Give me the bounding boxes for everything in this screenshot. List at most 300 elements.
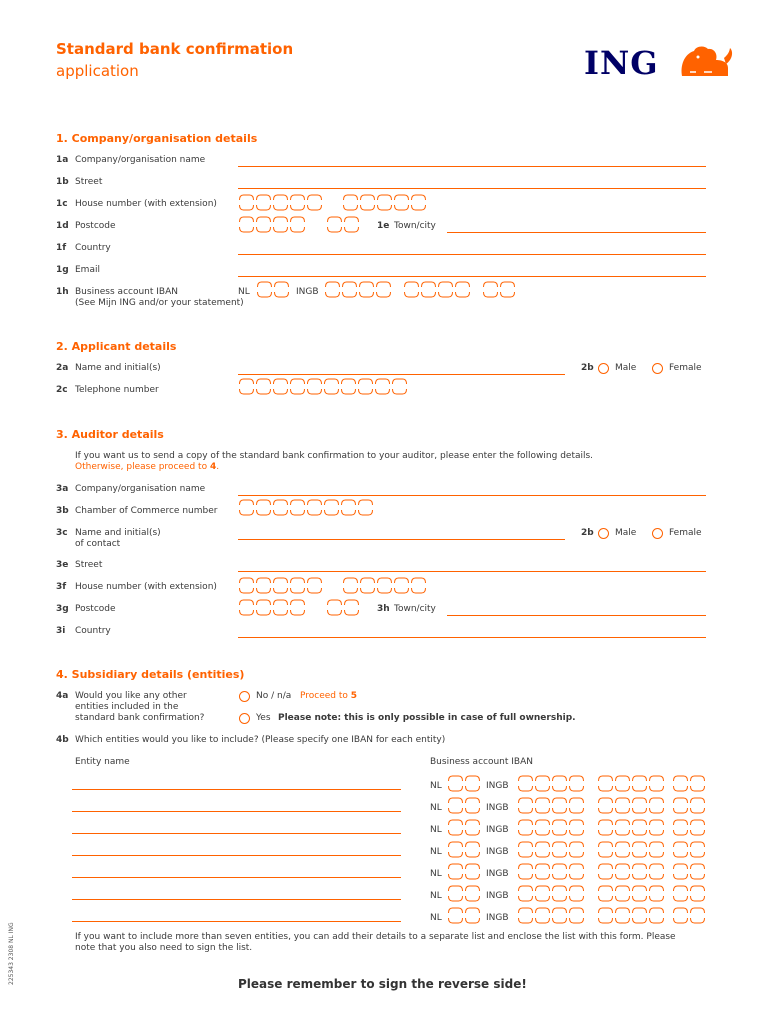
applicant-name-input[interactable] — [238, 374, 565, 375]
entity-iban-boxes[interactable] — [447, 806, 481, 814]
digit-box — [308, 588, 322, 593]
digit-box — [674, 864, 688, 869]
section-4-heading: 4. Subsidiary details (entities) — [56, 668, 245, 681]
digit-box — [616, 808, 630, 813]
subsidiary-no-radio[interactable] — [239, 691, 250, 702]
digit-box-graphic — [447, 863, 481, 871]
digit-box — [257, 510, 271, 515]
digit-box — [342, 389, 356, 394]
entity-iban-boxes[interactable] — [597, 894, 665, 902]
digit-box — [536, 842, 550, 847]
digit-box — [501, 282, 515, 287]
field-3b-number: 3b — [56, 506, 69, 516]
digit-box — [650, 918, 664, 923]
digit-box — [449, 874, 463, 879]
auditor-house-boxes-row2[interactable] — [238, 586, 323, 594]
postcode-digit-boxes[interactable] — [238, 216, 306, 224]
entity-iban-boxes[interactable] — [597, 907, 665, 915]
digit-box — [240, 217, 254, 222]
digit-box — [449, 786, 463, 791]
entity-iban-ingb-prefix: INGB — [486, 891, 509, 901]
iban-group2-boxes[interactable] — [403, 281, 471, 289]
digit-box — [674, 798, 688, 803]
entity-iban-boxes[interactable] — [517, 775, 585, 783]
digit-box — [291, 500, 305, 505]
digit-box — [519, 820, 533, 825]
house-extension-boxes[interactable] — [342, 194, 427, 202]
digit-box — [466, 886, 480, 891]
digit-box — [691, 798, 705, 803]
digit-box — [257, 205, 271, 210]
digit-box — [291, 227, 305, 232]
digit-box — [328, 227, 342, 232]
digit-box-graphic — [672, 885, 706, 893]
digit-box — [570, 896, 584, 901]
digit-box — [553, 830, 567, 835]
auditor-extension-boxes-row2[interactable] — [342, 586, 427, 594]
entity-iban-boxes[interactable] — [517, 819, 585, 827]
digit-box-graphic — [597, 850, 665, 858]
digit-box — [257, 217, 271, 222]
entity-iban-ingb-prefix: INGB — [486, 913, 509, 923]
digit-box — [599, 842, 613, 847]
digit-box — [536, 886, 550, 891]
digit-box-graphic — [342, 586, 427, 594]
digit-box — [633, 874, 647, 879]
entity-iban-boxes[interactable] — [447, 819, 481, 827]
postcode-letter-boxes-row2[interactable] — [326, 225, 360, 233]
digit-box-graphic — [447, 797, 481, 805]
digit-box — [691, 808, 705, 813]
digit-box — [466, 864, 480, 869]
auditor-intro-proceed-text: Otherwise, please proceed to — [75, 462, 210, 472]
entity-iban-boxes[interactable] — [672, 828, 706, 836]
entity-iban-boxes[interactable] — [672, 885, 706, 893]
entity-iban-boxes[interactable] — [597, 784, 665, 792]
entity-iban-boxes[interactable] — [517, 916, 585, 924]
postcode-digit-boxes-row2[interactable] — [238, 225, 306, 233]
digit-box — [466, 820, 480, 825]
entity-iban-boxes[interactable] — [597, 797, 665, 805]
digit-box — [378, 195, 392, 200]
auditor-male-radio[interactable] — [598, 528, 609, 539]
field-1d-number: 1d — [56, 221, 69, 231]
digit-box-graphic — [597, 863, 665, 871]
entity-iban-boxes[interactable] — [517, 872, 585, 880]
digit-box-graphic — [447, 819, 481, 827]
entity-iban-boxes[interactable] — [597, 916, 665, 924]
digit-box — [674, 786, 688, 791]
entity-iban-boxes[interactable] — [672, 894, 706, 902]
entity-iban-boxes[interactable] — [672, 775, 706, 783]
digit-box-graphic — [517, 797, 585, 805]
entity-iban-nl-prefix: NL — [430, 847, 442, 857]
entity-iban-boxes[interactable] — [517, 863, 585, 871]
digit-box — [257, 389, 271, 394]
digit-box — [633, 776, 647, 781]
digit-box — [342, 379, 356, 384]
digit-box — [240, 195, 254, 200]
entity-iban-boxes[interactable] — [447, 775, 481, 783]
digit-box — [466, 776, 480, 781]
entity-iban-boxes[interactable] — [447, 872, 481, 880]
digit-box-graphic — [517, 872, 585, 880]
digit-box — [553, 864, 567, 869]
entity-iban-boxes[interactable] — [517, 907, 585, 915]
digit-box — [599, 864, 613, 869]
digit-box — [466, 852, 480, 857]
digit-box — [359, 510, 373, 515]
auditor-house-boxes[interactable] — [238, 577, 323, 585]
digit-box-graphic — [447, 841, 481, 849]
digit-box — [519, 864, 533, 869]
entity-iban-boxes[interactable] — [517, 885, 585, 893]
entity-iban-boxes[interactable] — [597, 828, 665, 836]
digit-box-graphic — [447, 828, 481, 836]
auditor-postcode-letter-boxes[interactable] — [326, 599, 360, 607]
digit-box — [650, 808, 664, 813]
digit-box-graphic — [517, 819, 585, 827]
entity-iban-boxes[interactable] — [517, 828, 585, 836]
digit-box — [616, 830, 630, 835]
field-4b-label: Which entities would you like to include? (Please specify one IBAN for each entity) — [75, 735, 446, 745]
digit-box — [570, 852, 584, 857]
digit-box — [599, 874, 613, 879]
field-2c-label: Telephone number — [75, 385, 159, 395]
subsidiary-yes-radio[interactable] — [239, 713, 250, 724]
field-3a-number: 3a — [56, 484, 69, 494]
entity-iban-boxes[interactable] — [597, 885, 665, 893]
digit-box-graphic — [517, 784, 585, 792]
digit-box — [570, 808, 584, 813]
digit-box-graphic — [672, 916, 706, 924]
auditor-male-label: Male — [615, 528, 637, 538]
auditor-postcode-digit-boxes[interactable] — [238, 599, 306, 607]
digit-box — [257, 578, 271, 583]
entity-iban-boxes[interactable] — [672, 784, 706, 792]
digit-box — [519, 886, 533, 891]
entity-iban-boxes[interactable] — [517, 850, 585, 858]
digit-box — [325, 510, 339, 515]
digit-box-graphic — [597, 775, 665, 783]
digit-box — [536, 852, 550, 857]
digit-box-graphic — [672, 797, 706, 805]
field-3c-number: 3c — [56, 528, 68, 538]
field-1g-label: Email — [75, 265, 100, 275]
auditor-contact-input[interactable] — [238, 539, 565, 540]
digit-box — [257, 227, 271, 232]
entity-iban-boxes[interactable] — [447, 863, 481, 871]
field-1c-label: House number (with extension) — [75, 199, 217, 209]
entity-iban-boxes[interactable] — [447, 828, 481, 836]
digit-box — [519, 830, 533, 835]
field-3-2b-number: 2b — [581, 528, 594, 538]
auditor-country-input[interactable] — [238, 637, 706, 638]
digit-box — [344, 588, 358, 593]
coc-number-boxes[interactable] — [238, 499, 374, 507]
digit-box — [342, 510, 356, 515]
digit-box — [536, 896, 550, 901]
country-input[interactable] — [238, 254, 706, 255]
digit-box — [344, 205, 358, 210]
digit-box — [377, 282, 391, 287]
entity-iban-boxes[interactable] — [672, 850, 706, 858]
digit-box — [553, 808, 567, 813]
digit-box-graphic — [238, 608, 306, 616]
digit-box — [449, 776, 463, 781]
entity-iban-boxes[interactable] — [672, 907, 706, 915]
entity-iban-boxes[interactable] — [597, 819, 665, 827]
entity-iban-boxes[interactable] — [447, 916, 481, 924]
digit-box — [633, 918, 647, 923]
digit-box — [599, 786, 613, 791]
digit-box — [308, 389, 322, 394]
entity-name-input[interactable] — [72, 877, 401, 878]
digit-box — [257, 500, 271, 505]
entity-name-input[interactable] — [72, 855, 401, 856]
auditor-company-input[interactable] — [238, 495, 706, 496]
digit-box — [405, 282, 419, 287]
digit-box-graphic — [238, 586, 323, 594]
entity-iban-ingb-prefix: INGB — [486, 781, 509, 791]
field-1h-label: Business account IBAN — [75, 287, 178, 297]
digit-box — [599, 776, 613, 781]
entity-iban-boxes[interactable] — [447, 885, 481, 893]
digit-box-graphic — [403, 290, 471, 298]
section-1-heading: 1. Company/organisation details — [56, 132, 258, 145]
digit-box-graphic — [238, 508, 374, 516]
digit-box — [378, 588, 392, 593]
digit-box — [691, 918, 705, 923]
digit-box — [650, 852, 664, 857]
iban-check-boxes-row2[interactable] — [256, 290, 290, 298]
digit-box — [274, 379, 288, 384]
digit-box-graphic — [447, 872, 481, 880]
entity-name-input[interactable] — [72, 921, 401, 922]
entities-footnote-line2: note that you also need to sign the list. — [75, 943, 253, 953]
iban-group1-boxes-row2[interactable] — [324, 290, 392, 298]
entity-iban-boxes[interactable] — [597, 806, 665, 814]
entity-iban-boxes[interactable] — [672, 806, 706, 814]
digit-box — [449, 798, 463, 803]
digit-box — [674, 842, 688, 847]
digit-box — [466, 874, 480, 879]
town-city-input[interactable] — [447, 232, 706, 233]
digit-box — [274, 205, 288, 210]
digit-box — [599, 820, 613, 825]
applicant-female-label: Female — [669, 363, 702, 373]
entity-iban-boxes[interactable] — [447, 784, 481, 792]
field-3c-sublabel: of contact — [75, 539, 121, 549]
iban-group3-boxes-row2[interactable] — [482, 290, 516, 298]
digit-box — [258, 292, 272, 297]
house-number-boxes[interactable] — [238, 194, 323, 202]
entity-iban-boxes[interactable] — [447, 894, 481, 902]
digit-box — [325, 389, 339, 394]
field-1b-label: Street — [75, 177, 103, 187]
digit-box — [570, 798, 584, 803]
digit-box-graphic — [256, 290, 290, 298]
digit-box — [553, 842, 567, 847]
entity-iban-boxes[interactable] — [672, 841, 706, 849]
entity-iban-boxes[interactable] — [597, 863, 665, 871]
street-input[interactable] — [238, 188, 706, 189]
digit-box — [359, 500, 373, 505]
digit-box — [674, 820, 688, 825]
entity-iban-boxes[interactable] — [672, 797, 706, 805]
field-3a-label: Company/organisation name — [75, 484, 206, 494]
digit-box-graphic — [238, 194, 323, 202]
digit-box — [291, 217, 305, 222]
entity-iban-boxes[interactable] — [597, 775, 665, 783]
digit-box — [519, 842, 533, 847]
entity-iban-boxes[interactable] — [672, 916, 706, 924]
entity-iban-boxes[interactable] — [517, 894, 585, 902]
entity-name-column-header: Entity name — [75, 757, 130, 767]
field-1d-label: Postcode — [75, 221, 116, 231]
entity-iban-boxes[interactable] — [597, 850, 665, 858]
digit-box — [308, 205, 322, 210]
entity-name-input[interactable] — [72, 899, 401, 900]
entity-iban-boxes[interactable] — [447, 907, 481, 915]
auditor-street-input[interactable] — [238, 571, 706, 572]
digit-box — [674, 918, 688, 923]
coc-number-boxes-row2[interactable] — [238, 508, 374, 516]
digit-box — [328, 600, 342, 605]
digit-box — [466, 830, 480, 835]
auditor-town-input[interactable] — [447, 615, 706, 616]
digit-box — [405, 292, 419, 297]
entity-iban-boxes[interactable] — [672, 872, 706, 880]
digit-box — [650, 864, 664, 869]
digit-box — [328, 610, 342, 615]
field-4a-label-line1: Would you like any other — [75, 691, 187, 701]
digit-box-graphic — [517, 907, 585, 915]
subsidiary-no-proceed-text: Proceed to — [300, 691, 351, 701]
entity-name-input[interactable] — [72, 789, 401, 790]
digit-box — [466, 842, 480, 847]
entity-iban-boxes[interactable] — [447, 850, 481, 858]
digit-box — [378, 205, 392, 210]
iban-group3-boxes[interactable] — [482, 281, 516, 289]
ing-logo-text: ING — [584, 44, 659, 82]
digit-box — [449, 918, 463, 923]
digit-box — [449, 830, 463, 835]
entity-iban-ingb-prefix: INGB — [486, 847, 509, 857]
digit-box — [257, 588, 271, 593]
entity-iban-boxes[interactable] — [447, 841, 481, 849]
digit-box-graphic — [672, 894, 706, 902]
digit-box-graphic — [238, 577, 323, 585]
house-extension-boxes-row2[interactable] — [342, 203, 427, 211]
digit-box — [344, 578, 358, 583]
digit-box — [359, 389, 373, 394]
section-3-heading: 3. Auditor details — [56, 428, 164, 441]
digit-box — [650, 874, 664, 879]
digit-box — [674, 896, 688, 901]
digit-box — [291, 389, 305, 394]
entity-iban-boxes[interactable] — [597, 872, 665, 880]
field-4a-label-line3: standard bank confirmation? — [75, 713, 205, 723]
entity-iban-nl-prefix: NL — [430, 913, 442, 923]
digit-box — [633, 842, 647, 847]
field-3h-label: Town/city — [394, 604, 436, 614]
auditor-postcode-letter-boxes-row2[interactable] — [326, 608, 360, 616]
subsidiary-no-proceed — [300, 691, 357, 701]
auditor-female-radio[interactable] — [652, 528, 663, 539]
digit-box — [308, 379, 322, 384]
field-1e-number: 1e — [377, 221, 390, 231]
digit-box — [519, 808, 533, 813]
iban-ingb-prefix: INGB — [296, 287, 319, 297]
applicant-male-radio[interactable] — [598, 363, 609, 374]
digit-box — [633, 830, 647, 835]
entity-iban-boxes[interactable] — [447, 797, 481, 805]
entity-iban-boxes[interactable] — [517, 784, 585, 792]
digit-box — [570, 908, 584, 913]
field-1g-number: 1g — [56, 265, 69, 275]
email-input[interactable] — [238, 276, 706, 277]
entity-iban-nl-prefix: NL — [430, 803, 442, 813]
company-name-input[interactable] — [238, 166, 706, 167]
telephone-boxes-row2[interactable] — [238, 387, 408, 395]
entity-iban-boxes[interactable] — [517, 797, 585, 805]
entity-name-input[interactable] — [72, 811, 401, 812]
iban-group2-boxes-row2[interactable] — [403, 290, 471, 298]
entity-iban-boxes[interactable] — [517, 806, 585, 814]
applicant-female-radio[interactable] — [652, 363, 663, 374]
digit-box — [344, 195, 358, 200]
entity-name-input[interactable] — [72, 833, 401, 834]
entity-iban-boxes[interactable] — [597, 841, 665, 849]
field-1a-label: Company/organisation name — [75, 155, 206, 165]
iban-group1-boxes[interactable] — [324, 281, 392, 289]
subsidiary-no-label: No / n/a — [256, 691, 292, 701]
house-number-boxes-row2[interactable] — [238, 203, 323, 211]
digit-box — [395, 588, 409, 593]
telephone-boxes[interactable] — [238, 378, 408, 386]
entity-iban-boxes[interactable] — [672, 863, 706, 871]
field-3i-label: Country — [75, 626, 111, 636]
entity-iban-nl-prefix: NL — [430, 825, 442, 835]
auditor-extension-boxes[interactable] — [342, 577, 427, 585]
digit-box — [291, 600, 305, 605]
digit-box-graphic — [447, 850, 481, 858]
digit-box — [633, 798, 647, 803]
entity-iban-boxes[interactable] — [517, 841, 585, 849]
digit-box-graphic — [342, 577, 427, 585]
digit-box — [240, 500, 254, 505]
digit-box — [360, 282, 374, 287]
auditor-postcode-digit-boxes-row2[interactable] — [238, 608, 306, 616]
digit-box — [674, 874, 688, 879]
digit-box — [291, 610, 305, 615]
entity-iban-boxes[interactable] — [672, 819, 706, 827]
iban-check-boxes[interactable] — [256, 281, 290, 289]
digit-box — [633, 896, 647, 901]
field-3h-number: 3h — [377, 604, 390, 614]
digit-box — [308, 195, 322, 200]
digit-box — [291, 205, 305, 210]
postcode-letter-boxes[interactable] — [326, 216, 360, 224]
digit-box — [484, 292, 498, 297]
digit-box — [376, 379, 390, 384]
digit-box-graphic — [482, 290, 516, 298]
digit-box — [412, 578, 426, 583]
digit-box — [674, 908, 688, 913]
digit-box — [240, 379, 254, 384]
auditor-intro-proceed-number: 4 — [209, 462, 217, 472]
